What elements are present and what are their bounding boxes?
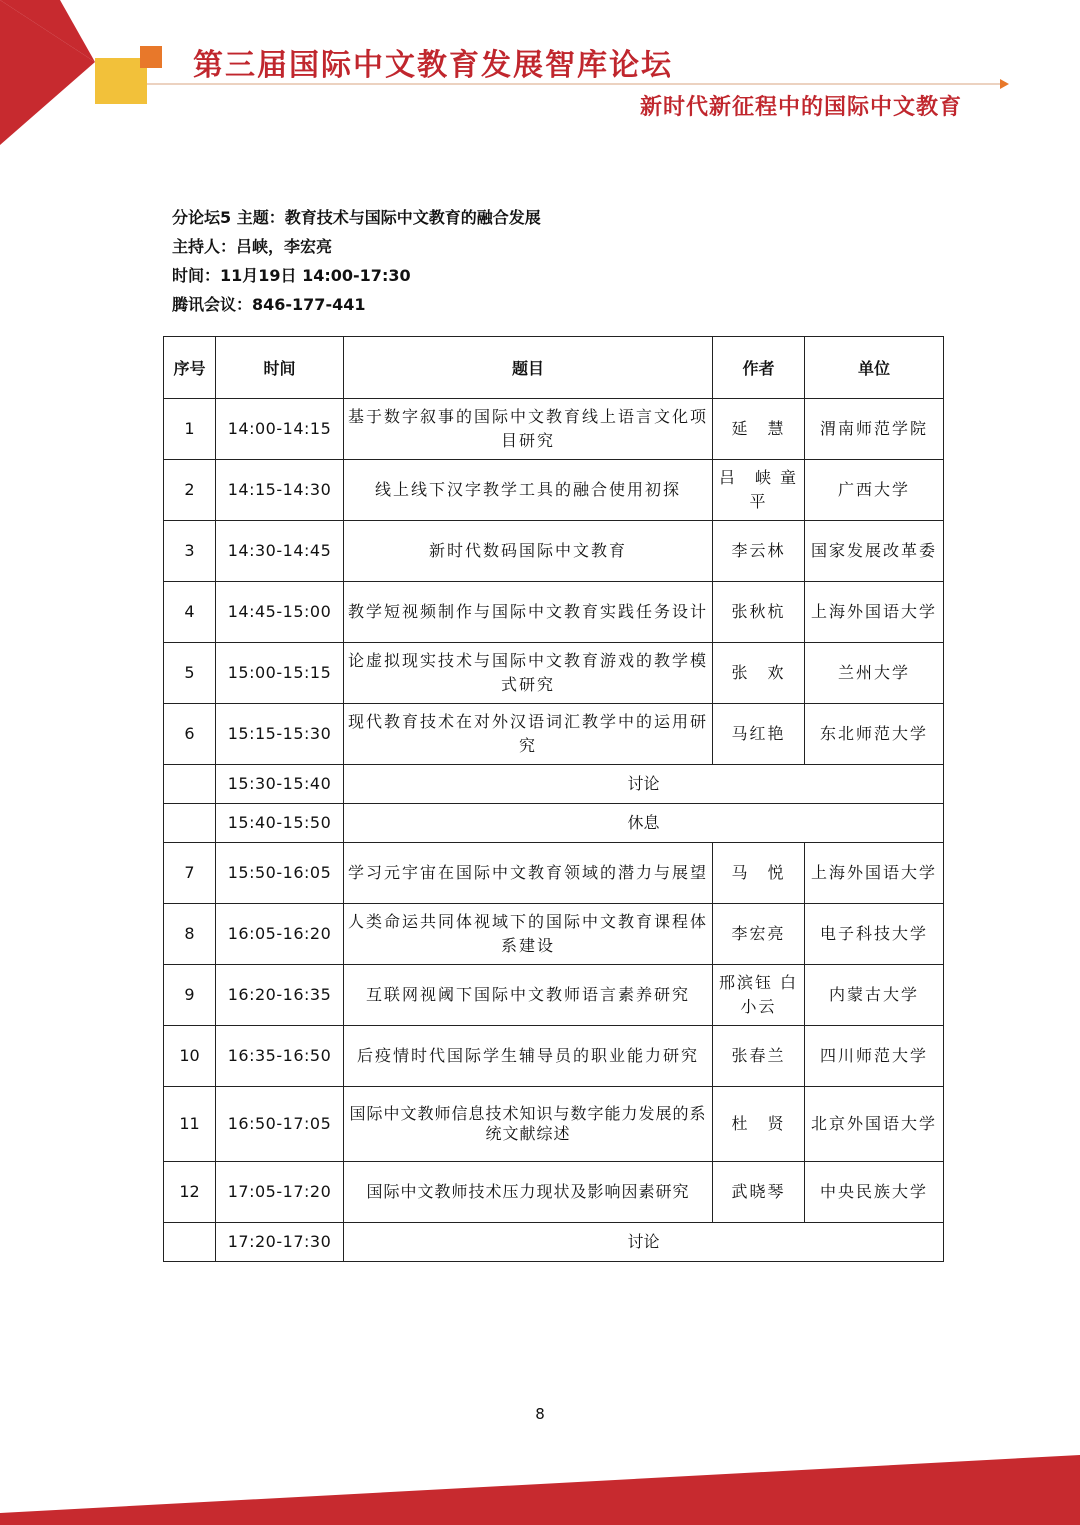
cell-time: 17:20-17:30 (216, 1223, 344, 1262)
cell-time: 14:15-14:30 (216, 460, 344, 521)
forum-title: 第三届国际中文教育发展智库论坛 (193, 48, 673, 83)
cell-unit: 电子科技大学 (805, 904, 944, 965)
cell-title: 现代教育技术在对外汉语词汇教学中的运用研究 (344, 704, 713, 765)
cell-time: 15:40-15:50 (216, 804, 344, 843)
cell-num: 3 (164, 521, 216, 582)
cell-note: 讨论 (344, 1223, 944, 1262)
yellow-square (95, 58, 147, 104)
orange-square (140, 46, 162, 68)
cell-author: 邢滨钰 白小云 (713, 965, 805, 1026)
cell-unit: 兰州大学 (805, 643, 944, 704)
cell-note: 休息 (344, 804, 944, 843)
schedule-table (163, 336, 944, 1262)
cell-num: 1 (164, 399, 216, 460)
cell-title: 学习元宇宙在国际中文教育领域的潜力与展望 (344, 843, 713, 904)
cell-author: 马 悦 (713, 843, 805, 904)
table-row (164, 582, 944, 643)
session-theme: 分论坛5 主题：教育技术与国际中文教育的融合发展 (172, 208, 541, 227)
cell-title: 线上线下汉字教学工具的融合使用初探 (344, 460, 713, 521)
table-row (164, 904, 944, 965)
header-num: 序号 (164, 337, 216, 399)
cell-author: 延 慧 (713, 399, 805, 460)
table-header-row (164, 337, 944, 399)
table-row (164, 1162, 944, 1223)
cell-author: 吕 峡 童 平 (713, 460, 805, 521)
cell-time: 16:50-17:05 (216, 1087, 344, 1162)
arrow-icon (1000, 79, 1009, 89)
cell-title: 国际中文教师技术压力现状及影响因素研究 (344, 1162, 713, 1223)
table-row-discussion (164, 765, 944, 804)
cell-time: 15:15-15:30 (216, 704, 344, 765)
cell-time: 16:20-16:35 (216, 965, 344, 1026)
cell-num: 8 (164, 904, 216, 965)
cell-author: 武晓琴 (713, 1162, 805, 1223)
cell-author: 马红艳 (713, 704, 805, 765)
header-time: 时间 (216, 337, 344, 399)
cell-num: 11 (164, 1087, 216, 1162)
table-row (164, 843, 944, 904)
session-hosts: 主持人：吕峡，李宏亮 (172, 237, 333, 256)
header-unit: 单位 (805, 337, 944, 399)
cell-author: 李云林 (713, 521, 805, 582)
footer-decoration (0, 1455, 1080, 1525)
cell-author: 杜 贤 (713, 1087, 805, 1162)
cell-title: 国际中文教师信息技术知识与数字能力发展的系统文献综述 (344, 1087, 713, 1162)
cell-unit: 东北师范大学 (805, 704, 944, 765)
cell-num: 9 (164, 965, 216, 1026)
cell-title: 基于数字叙事的国际中文教育线上语言文化项目研究 (344, 399, 713, 460)
cell-num: 12 (164, 1162, 216, 1223)
footer-red-band (0, 1455, 1080, 1525)
cell-note: 讨论 (344, 765, 944, 804)
cell-time: 15:50-16:05 (216, 843, 344, 904)
cell-unit: 内蒙古大学 (805, 965, 944, 1026)
cell-time: 14:30-14:45 (216, 521, 344, 582)
forum-subtitle: 新时代新征程中的国际中文教育 (640, 94, 963, 120)
table-row-discussion (164, 1223, 944, 1262)
table-row (164, 399, 944, 460)
cell-author: 张 欢 (713, 643, 805, 704)
cell-num: 7 (164, 843, 216, 904)
cell-unit: 国家发展改革委 (805, 521, 944, 582)
cell-num (164, 765, 216, 804)
cell-time: 14:00-14:15 (216, 399, 344, 460)
cell-unit: 上海外国语大学 (805, 843, 944, 904)
cell-num: 10 (164, 1026, 216, 1087)
cell-time: 16:05-16:20 (216, 904, 344, 965)
cell-unit: 北京外国语大学 (805, 1087, 944, 1162)
header-author: 作者 (713, 337, 805, 399)
cell-num: 5 (164, 643, 216, 704)
table-row (164, 1087, 944, 1162)
cell-unit: 广西大学 (805, 460, 944, 521)
table-row-break (164, 804, 944, 843)
table-row (164, 460, 944, 521)
header-title: 题目 (344, 337, 713, 399)
cell-title: 教学短视频制作与国际中文教育实践任务设计 (344, 582, 713, 643)
cell-time: 15:00-15:15 (216, 643, 344, 704)
cell-author: 张春兰 (713, 1026, 805, 1087)
cell-unit: 四川师范大学 (805, 1026, 944, 1087)
cell-title: 互联网视阈下国际中文教师语言素养研究 (344, 965, 713, 1026)
table-row (164, 704, 944, 765)
cell-title: 后疫情时代国际学生辅导员的职业能力研究 (344, 1026, 713, 1087)
session-info (172, 203, 541, 319)
cell-title: 新时代数码国际中文教育 (344, 521, 713, 582)
cell-unit: 渭南师范学院 (805, 399, 944, 460)
page-number: 8 (535, 1405, 545, 1423)
cell-num (164, 1223, 216, 1262)
session-time: 时间：11月19日 14:00-17:30 (172, 266, 411, 285)
cell-num: 4 (164, 582, 216, 643)
cell-time: 16:35-16:50 (216, 1026, 344, 1087)
cell-author: 张秋杭 (713, 582, 805, 643)
cell-title: 人类命运共同体视域下的国际中文教育课程体系建设 (344, 904, 713, 965)
cell-time: 15:30-15:40 (216, 765, 344, 804)
cell-time: 17:05-17:20 (216, 1162, 344, 1223)
table-row (164, 1026, 944, 1087)
cell-author: 李宏亮 (713, 904, 805, 965)
cell-num (164, 804, 216, 843)
cell-title: 论虚拟现实技术与国际中文教育游戏的教学模式研究 (344, 643, 713, 704)
table-row (164, 521, 944, 582)
session-meeting: 腾讯会议：846-177-441 (172, 295, 366, 314)
table-row (164, 643, 944, 704)
cell-time: 14:45-15:00 (216, 582, 344, 643)
table-row (164, 965, 944, 1026)
cell-unit: 中央民族大学 (805, 1162, 944, 1223)
cell-unit: 上海外国语大学 (805, 582, 944, 643)
cell-num: 2 (164, 460, 216, 521)
cell-num: 6 (164, 704, 216, 765)
